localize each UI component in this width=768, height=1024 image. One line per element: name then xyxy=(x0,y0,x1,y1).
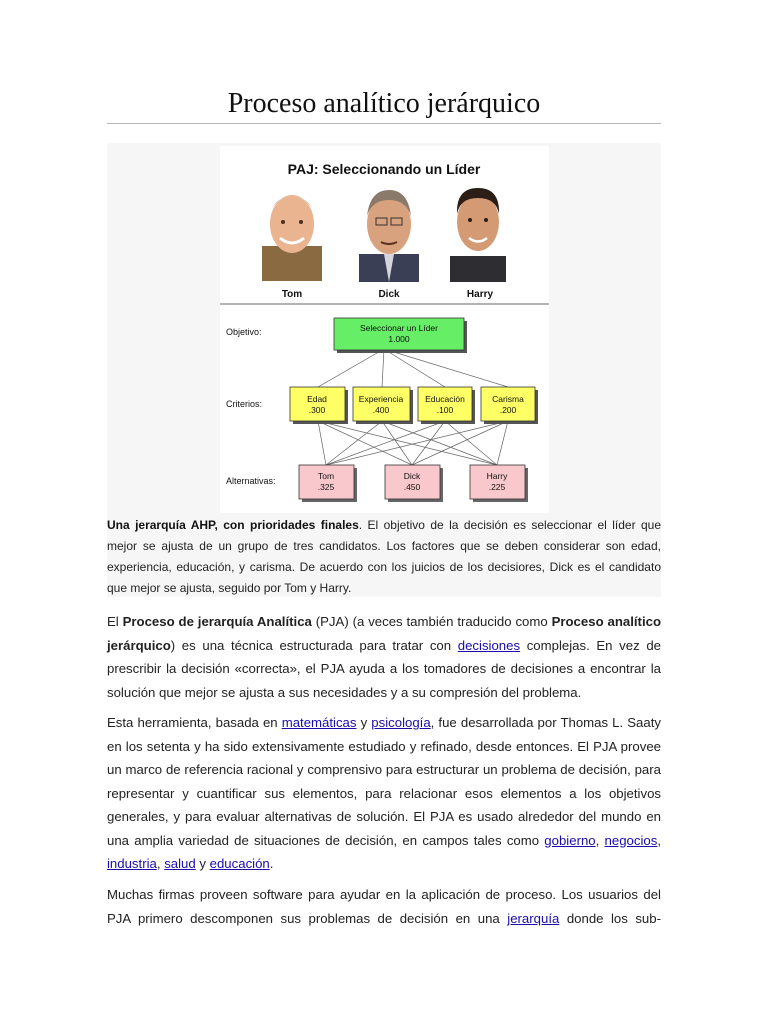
link-salud[interactable]: salud xyxy=(164,856,196,871)
link-gobierno[interactable]: gobierno xyxy=(544,832,596,848)
text: Esta herramienta, basada en xyxy=(107,715,282,730)
portrait-tom xyxy=(262,195,322,281)
criteria-node-label: Experiencia xyxy=(358,394,404,404)
term-bold: Proceso de jerarquía Analítica xyxy=(122,614,312,629)
text: , xyxy=(657,832,661,848)
criteria-node-label: Educación xyxy=(425,394,465,404)
alternative-node-tom xyxy=(299,465,357,502)
alternative-node-harry xyxy=(470,465,528,502)
criteria-node-label: Carisma xyxy=(492,394,524,404)
criteria-node-value: .400 xyxy=(372,405,390,415)
goal-node-label: Seleccionar un Líder xyxy=(360,323,438,333)
link-psicologia[interactable]: psicología xyxy=(371,715,431,730)
figure-caption xyxy=(107,515,661,599)
paragraph-software xyxy=(107,883,661,930)
criteria-node-carisma xyxy=(481,387,538,424)
page-title: Proceso analítico jerárquico xyxy=(227,88,541,119)
text: El xyxy=(107,614,123,629)
criteria-node-edad xyxy=(290,387,348,424)
criteria-node-value: .300 xyxy=(308,405,326,415)
term-bold: Proceso analítico jerárquico xyxy=(107,614,661,653)
paragraph-history xyxy=(107,711,661,876)
text: Muchas firmas proveen software para ayudar en la aplicación de proceso. Los usuarios del PJA primero descomponen sus problemas de decisión en una xyxy=(107,887,661,926)
diagram-heading: PAJ: Seleccionando un Líder xyxy=(287,161,481,177)
criteria-node-experiencia xyxy=(353,387,413,424)
link-educacion[interactable]: educación xyxy=(209,856,270,871)
portrait-harry xyxy=(450,188,506,282)
paragraph-intro xyxy=(107,610,661,704)
candidate-name-tom: Tom xyxy=(281,289,303,300)
level-label-goal: Objetivo: xyxy=(226,327,262,337)
ahp-hierarchy-diagram xyxy=(220,146,549,513)
link-matematicas[interactable]: matemáticas xyxy=(281,715,357,730)
caption-text: . El objetivo de la decisión es seleccionar el líder que mejor se ajusta de un grupo de tres candidatos. Los factores que se deben considerar son edad, experiencia, educación, y carisma. De acuerdo con los juicios de los decisiores, Dick es el candidato que mejor se ajusta, seguido por Tom y Harry. xyxy=(107,518,662,595)
text: , xyxy=(595,832,605,848)
text: donde los sub- xyxy=(559,910,661,926)
title-divider xyxy=(107,123,661,124)
goal-node-value: 1.000 xyxy=(388,334,410,344)
text: (PJA) (a veces también traducido como xyxy=(311,614,552,629)
candidate-name-dick: Dick xyxy=(378,289,400,300)
level-label-criteria: Criterios: xyxy=(226,399,263,409)
figure xyxy=(107,143,661,597)
text: , xyxy=(156,856,165,871)
portrait-dick xyxy=(359,190,419,282)
criteria-node-value: .200 xyxy=(499,405,517,415)
goal-node xyxy=(334,318,467,353)
alternative-node-label: Tom xyxy=(317,471,335,481)
alternative-node-label: Harry xyxy=(486,471,508,481)
criteria-node-value: .100 xyxy=(436,405,454,415)
text: y xyxy=(356,715,372,730)
level-label-alternatives: Alternativas: xyxy=(226,476,276,486)
link-industria[interactable]: industria xyxy=(107,856,157,871)
alternative-node-value: .325 xyxy=(317,482,335,492)
alternative-node-value: .450 xyxy=(403,482,421,492)
text: complejas. En vez de prescribir la decisión «correcta», el PJA ayuda a los tomadores de decisiones a encontrar la solución que mejor se ajusta a sus necesidades y a su compresión del problema. xyxy=(107,637,661,700)
criteria-node-label: Edad xyxy=(307,394,327,404)
link-jerarquia[interactable]: jerarquía xyxy=(507,910,560,926)
alternative-node-label: Dick xyxy=(403,471,421,481)
link-decisiones[interactable]: decisiones xyxy=(457,637,521,653)
alternative-node-dick xyxy=(385,465,443,502)
candidate-name-harry: Harry xyxy=(466,289,494,300)
link-negocios[interactable]: negocios xyxy=(604,832,658,848)
alternative-node-value: .225 xyxy=(488,482,506,492)
caption-bold: Una jerarquía AHP, con prioridades finales xyxy=(107,518,359,532)
text: , fue desarrollada por Thomas L. Saaty en los setenta y ha sido extensivamente estudiado y refinado, desde entonces. El PJA provee un marco de referencia racional y comprensivo para estructurar un problema de decisión, para representar y cuantificar sus elementos, para relacionar esos elementos a los objetivos generales, y para evaluar alternativas de solución. El PJA es usado alrededor del mundo en una amplia variedad de situaciones de decisión, en campos tales como xyxy=(107,715,661,848)
text: y xyxy=(195,856,210,871)
text: ) es una técnica estructurada para tratar con xyxy=(170,637,458,653)
criteria-node-educacion xyxy=(418,387,475,424)
text: . xyxy=(269,856,274,871)
